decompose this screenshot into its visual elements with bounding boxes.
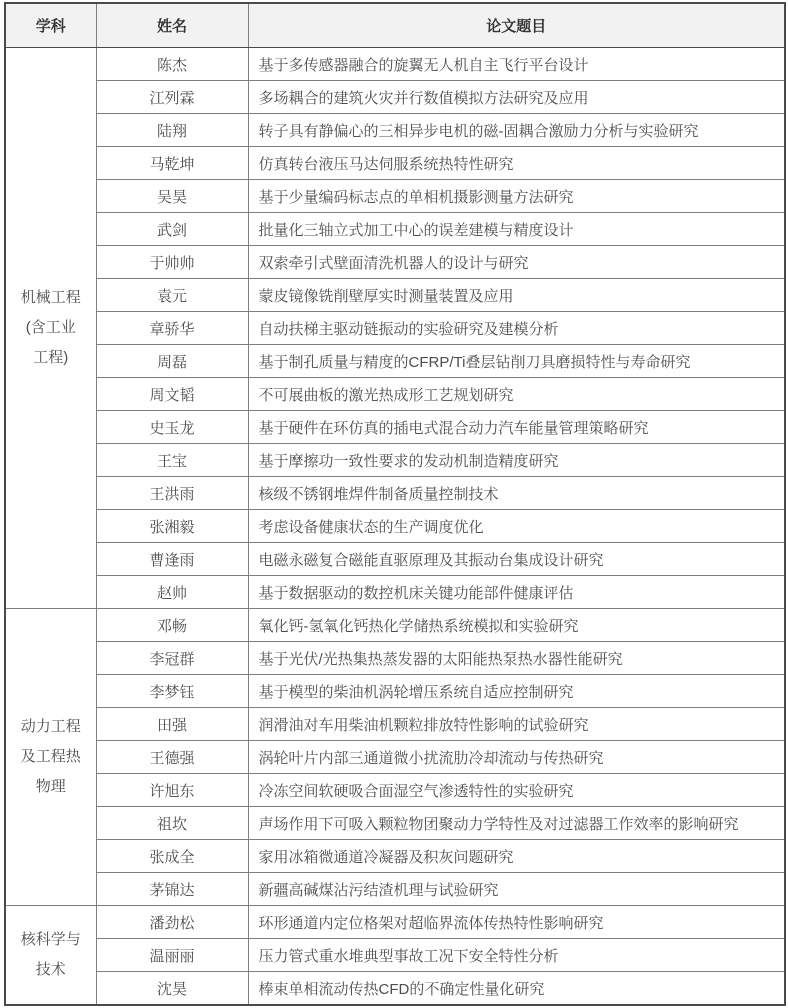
column-header-title: 论文题目	[248, 3, 785, 48]
title-cell: 仿真转台液压马达伺服系统热特性研究	[248, 147, 785, 180]
title-cell: 基于模型的柴油机涡轮增压系统自适应控制研究	[248, 675, 785, 708]
name-cell: 吴昊	[96, 180, 248, 213]
title-cell: 批量化三轴立式加工中心的误差建模与精度设计	[248, 213, 785, 246]
table-row	[5, 609, 785, 642]
name-cell: 李冠群	[96, 642, 248, 675]
name-cell: 张成全	[96, 840, 248, 873]
title-cell: 蒙皮镜像铣削壁厚实时测量装置及应用	[248, 279, 785, 312]
table-row	[5, 444, 785, 477]
subject-cell	[5, 609, 96, 906]
title-cell: 双索牵引式壁面清洗机器人的设计与研究	[248, 246, 785, 279]
name-cell: 章骄华	[96, 312, 248, 345]
title-cell: 考虑设备健康状态的生产调度优化	[248, 510, 785, 543]
name-cell: 武剑	[96, 213, 248, 246]
name-cell: 周磊	[96, 345, 248, 378]
title-cell: 氧化钙-氢氧化钙热化学储热系统模拟和实验研究	[248, 609, 785, 642]
subject-line: 工程)	[33, 349, 69, 366]
name-cell: 许旭东	[96, 774, 248, 807]
name-cell: 陆翔	[96, 114, 248, 147]
table-row	[5, 345, 785, 378]
subject-line: 核科学与	[20, 931, 81, 948]
name-cell: 邓畅	[96, 609, 248, 642]
subject-line: (含工业	[25, 319, 76, 336]
title-cell: 声场作用下可吸入颗粒物团聚动力学特性及对过滤器工作效率的影响研究	[248, 807, 785, 840]
table-row	[5, 675, 785, 708]
title-cell: 自动扶梯主驱动链振动的实验研究及建模分析	[248, 312, 785, 345]
table-row	[5, 378, 785, 411]
table-row	[5, 312, 785, 345]
title-cell: 基于制孔质量与精度的CFRP/Ti叠层钻削刀具磨损特性与寿命研究	[248, 345, 785, 378]
table-row	[5, 741, 785, 774]
title-cell: 不可展曲板的激光热成形工艺规划研究	[248, 378, 785, 411]
name-cell: 陈杰	[96, 48, 248, 81]
name-cell: 祖坎	[96, 807, 248, 840]
title-cell: 基于摩擦功一致性要求的发动机制造精度研究	[248, 444, 785, 477]
table-row	[5, 411, 785, 444]
table-row	[5, 510, 785, 543]
table-row	[5, 147, 785, 180]
name-cell: 温丽丽	[96, 939, 248, 972]
title-cell: 新疆高碱煤沾污结渣机理与试验研究	[248, 873, 785, 906]
table-row	[5, 774, 785, 807]
table-row	[5, 543, 785, 576]
table-row	[5, 279, 785, 312]
table-row	[5, 81, 785, 114]
table-header-row	[5, 3, 785, 48]
title-cell: 核级不锈钢堆焊件制备质量控制技术	[248, 477, 785, 510]
table-row	[5, 906, 785, 939]
table-row	[5, 246, 785, 279]
name-cell: 潘劲松	[96, 906, 248, 939]
name-cell: 张湘毅	[96, 510, 248, 543]
table-row	[5, 972, 785, 1006]
table-row	[5, 873, 785, 906]
table-row	[5, 642, 785, 675]
table-row	[5, 807, 785, 840]
title-cell: 电磁永磁复合磁能直驱原理及其振动台集成设计研究	[248, 543, 785, 576]
name-cell: 赵帅	[96, 576, 248, 609]
subject-cell	[5, 48, 96, 609]
name-cell: 周文韬	[96, 378, 248, 411]
table-row	[5, 477, 785, 510]
title-cell: 基于硬件在环仿真的插电式混合动力汽车能量管理策略研究	[248, 411, 785, 444]
name-cell: 曹逢雨	[96, 543, 248, 576]
thesis-table	[4, 2, 786, 1006]
subject-line: 及工程热	[20, 748, 81, 765]
subject-cell	[5, 906, 96, 1006]
title-cell: 压力管式重水堆典型事故工况下安全特性分析	[248, 939, 785, 972]
title-cell: 润滑油对车用柴油机颗粒排放特性影响的试验研究	[248, 708, 785, 741]
table-row	[5, 576, 785, 609]
table-row	[5, 708, 785, 741]
name-cell: 史玉龙	[96, 411, 248, 444]
subject-line: 动力工程	[20, 718, 81, 735]
table-row	[5, 939, 785, 972]
name-cell: 王德强	[96, 741, 248, 774]
title-cell: 基于少量编码标志点的单相机摄影测量方法研究	[248, 180, 785, 213]
name-cell: 王宝	[96, 444, 248, 477]
subject-line: 技术	[35, 961, 66, 978]
name-cell: 马乾坤	[96, 147, 248, 180]
title-cell: 基于数据驱动的数控机床关键功能部件健康评估	[248, 576, 785, 609]
title-cell: 转子具有静偏心的三相异步电机的磁-固耦合激励力分析与实验研究	[248, 114, 785, 147]
title-cell: 涡轮叶片内部三通道微小扰流肋冷却流动与传热研究	[248, 741, 785, 774]
name-cell: 田强	[96, 708, 248, 741]
title-cell: 棒束单相流动传热CFD的不确定性量化研究	[248, 972, 785, 1006]
column-header-subject: 学科	[5, 3, 96, 48]
title-cell: 基于多传感器融合的旋翼无人机自主飞行平台设计	[248, 48, 785, 81]
subject-line: 机械工程	[20, 289, 81, 306]
table-row	[5, 840, 785, 873]
title-cell: 环形通道内定位格架对超临界流体传热特性影响研究	[248, 906, 785, 939]
name-cell: 王洪雨	[96, 477, 248, 510]
name-cell: 李梦钰	[96, 675, 248, 708]
column-header-name: 姓名	[96, 3, 248, 48]
title-cell: 冷冻空间软硬吸合面湿空气渗透特性的实验研究	[248, 774, 785, 807]
table-row	[5, 180, 785, 213]
name-cell: 袁元	[96, 279, 248, 312]
table-row	[5, 48, 785, 81]
name-cell: 沈昊	[96, 972, 248, 1006]
table-body	[5, 48, 785, 1006]
name-cell: 茅锦达	[96, 873, 248, 906]
table-row	[5, 114, 785, 147]
subject-line: 物理	[35, 778, 66, 795]
title-cell: 基于光伏/光热集热蒸发器的太阳能热泵热水器性能研究	[248, 642, 785, 675]
table-row	[5, 213, 785, 246]
title-cell: 多场耦合的建筑火灾并行数值模拟方法研究及应用	[248, 81, 785, 114]
title-cell: 家用冰箱微通道冷凝器及积灰问题研究	[248, 840, 785, 873]
name-cell: 于帅帅	[96, 246, 248, 279]
table-head	[5, 3, 785, 48]
name-cell: 江列霖	[96, 81, 248, 114]
